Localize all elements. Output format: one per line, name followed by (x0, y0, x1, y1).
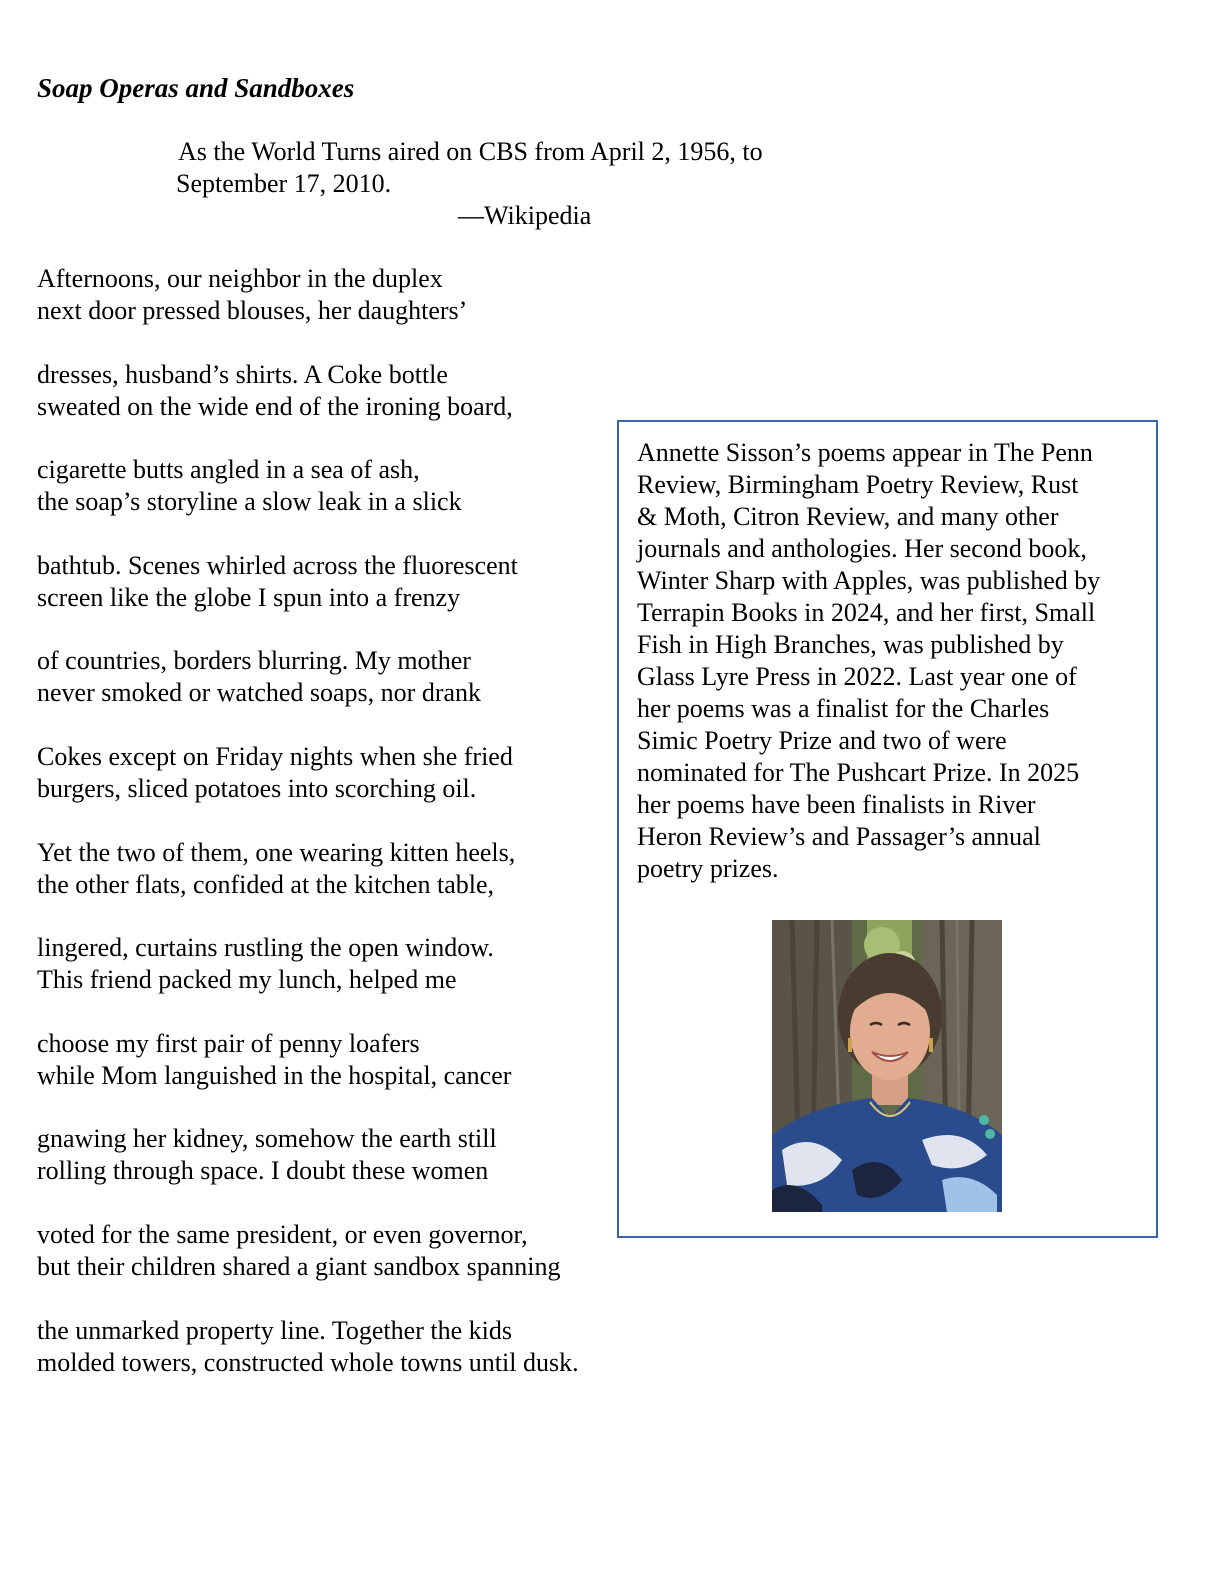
poem-line: but their children shared a giant sandbox spanning (37, 1251, 561, 1281)
bio-line: journals and anthologies. Her second book, (637, 534, 1087, 563)
poem-line: screen like the globe I spun into a frenzy (37, 582, 461, 612)
poem-line: Afternoons, our neighbor in the duplex (37, 264, 443, 293)
poem-line: burgers, sliced potatoes into scorching oil. (37, 773, 477, 803)
stanza (37, 359, 579, 423)
epigraph-source: —Wikipedia (458, 201, 592, 230)
epigraph-line: As the World Turns aired on CBS from April 2, 1956, to (178, 137, 763, 166)
poem-line: while Mom languished in the hospital, cancer (37, 1060, 512, 1090)
epigraph (176, 136, 763, 232)
epigraph-line: September 17, 2010. (176, 169, 392, 198)
poem-line: the other flats, confided at the kitchen table, (37, 869, 494, 899)
stanza (37, 1028, 579, 1092)
poem-title: Soap Operas and Sandboxes (37, 73, 355, 103)
poem-line: This friend packed my lunch, helped me (37, 965, 457, 995)
poem-line: never smoked or watched soaps, nor drank (37, 678, 482, 708)
bio-line: & Moth, Citron Review, and many other (637, 502, 1059, 531)
stanza (37, 454, 579, 518)
poem-line: choose my first pair of penny loafers (37, 1028, 420, 1058)
stanza (37, 550, 579, 614)
poem-line: cigarette butts angled in a sea of ash, (37, 455, 420, 485)
bio-line: Terrapin Books in 2024, and her first, Small (637, 598, 1096, 627)
bio-line: nominated for The Pushcart Prize. In 2025 (637, 758, 1080, 787)
author-photo (772, 920, 1002, 1212)
poem-line: sweated on the wide end of the ironing board, (37, 391, 513, 421)
bio-line: Glass Lyre Press in 2022. Last year one of (637, 662, 1077, 691)
poem-line: dresses, husband’s shirts. A Coke bottle (37, 359, 448, 389)
author-bio-box (617, 420, 1158, 1238)
poem-line: lingered, curtains rustling the open window. (37, 933, 494, 963)
stanza (37, 741, 579, 805)
stanza (37, 837, 579, 901)
poem-line: gnawing her kidney, somehow the earth still (37, 1124, 497, 1154)
stanza (37, 1123, 579, 1187)
bio-line: Annette Sisson’s poems appear in The Penn (637, 438, 1093, 467)
stanza (37, 263, 579, 327)
poem-line: Cokes except on Friday nights when she fried (37, 741, 513, 771)
author-bio-text (637, 437, 1137, 885)
bio-line: Heron Review’s and Passager’s annual (637, 822, 1041, 851)
bio-line: her poems have been finalists in River (637, 790, 1036, 819)
poem-body (37, 263, 579, 1410)
bio-line: poetry prizes. (637, 854, 779, 883)
poem-line: voted for the same president, or even governor, (37, 1219, 528, 1249)
poem-line: the soap’s storyline a slow leak in a slick (37, 487, 462, 517)
stanza (37, 932, 579, 996)
stanza (37, 1219, 579, 1283)
bio-line: Review, Birmingham Poetry Review, Rust (637, 470, 1079, 499)
poem-line: Yet the two of them, one wearing kitten heels, (37, 837, 516, 867)
poem-line: the unmarked property line. Together the kids (37, 1315, 512, 1345)
bio-line: Winter Sharp with Apples, was published by (637, 566, 1101, 595)
stanza (37, 1315, 579, 1379)
poem-line: bathtub. Scenes whirled across the fluorescent (37, 550, 518, 580)
poem-line: of countries, borders blurring. My mother (37, 646, 471, 676)
stanza (37, 645, 579, 709)
bio-line: her poems was a finalist for the Charles (637, 694, 1050, 723)
poem-line: rolling through space. I doubt these women (37, 1156, 489, 1186)
poem-line: molded towers, constructed whole towns until dusk. (37, 1347, 579, 1377)
bio-line: Simic Poetry Prize and two of were (637, 726, 1007, 755)
poem-line: next door pressed blouses, her daughters’ (37, 296, 468, 325)
bio-line: Fish in High Branches, was published by (637, 630, 1064, 659)
